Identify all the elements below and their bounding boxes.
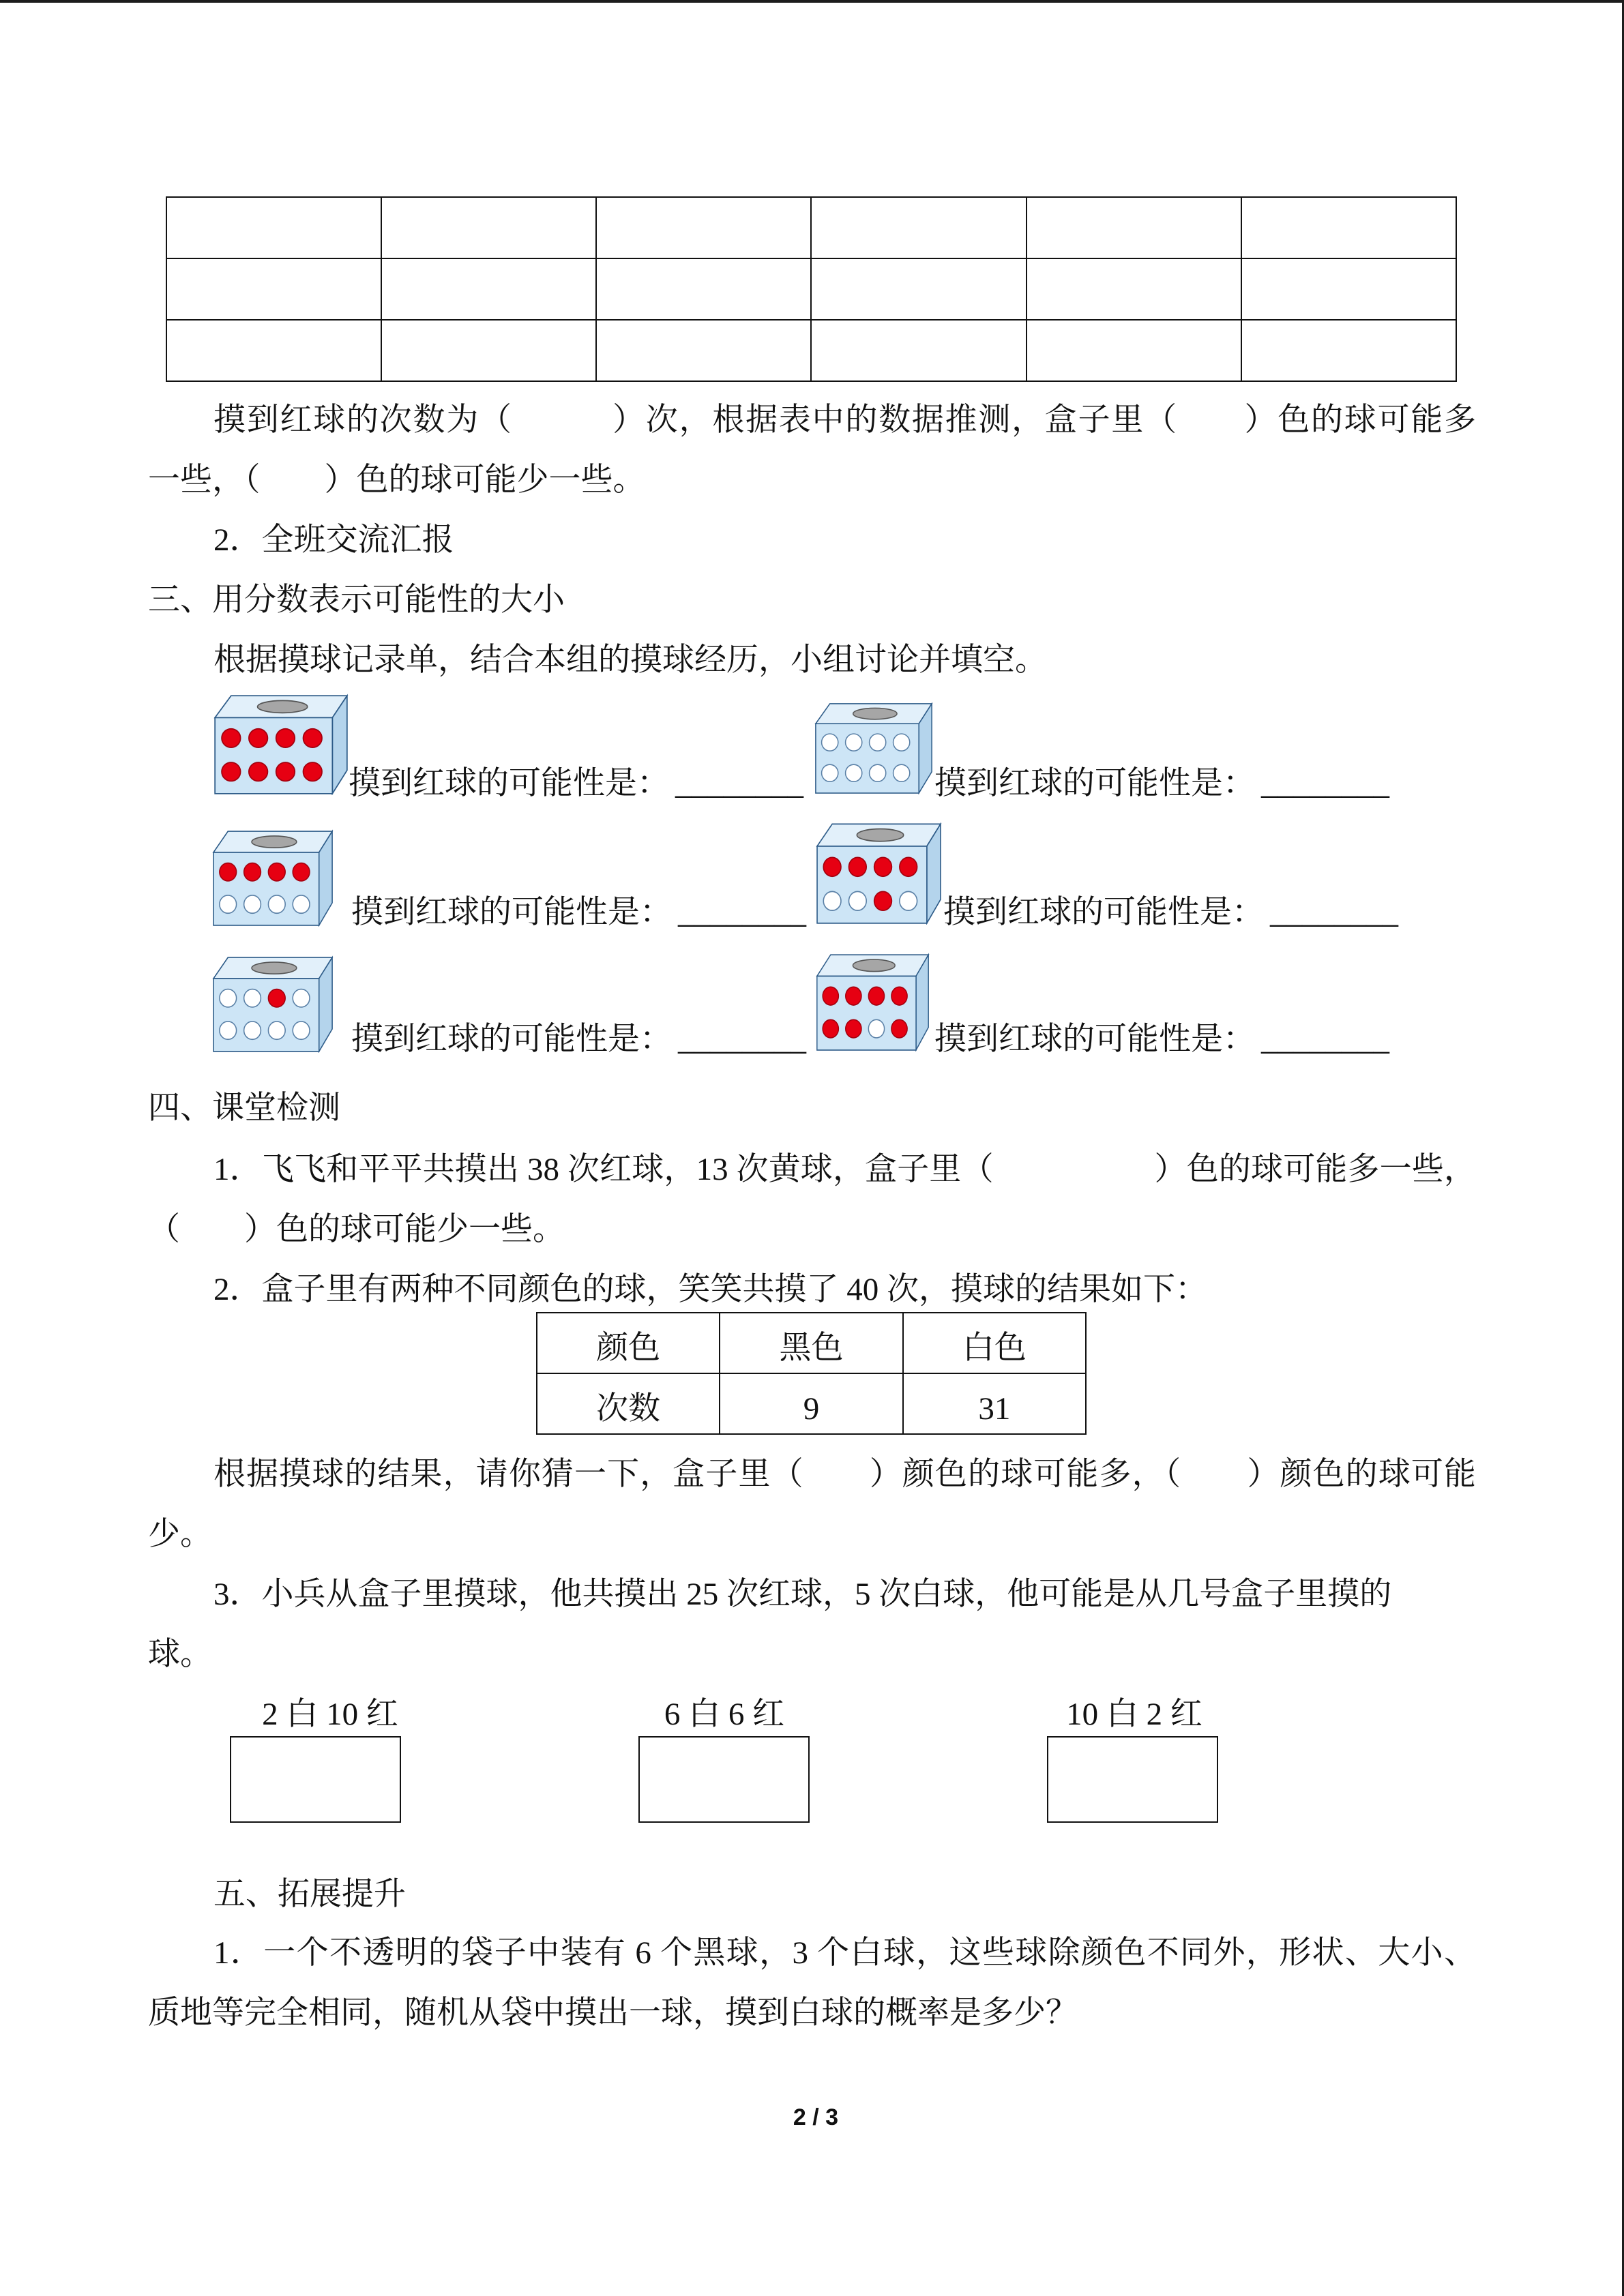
question-3-line-2: 球。 [148,1637,212,1672]
record-table-cell [166,258,381,320]
white-ball-icon [220,1022,237,1039]
white-ball-icon [293,1022,310,1039]
white-ball-icon [870,734,886,751]
question-2-followup-line-1: 根据摸球的结果，请你猜一下，盒子里（ ）颜色的球可能多，（ ）颜色的球可能 [213,1457,1476,1492]
extension-question-line-1: 1．一个不透明的袋子中装有 6 个黑球，3 个白球，这些球除颜色不同外，形状、大小、 [213,1935,1476,1971]
white-ball-icon [244,1022,261,1039]
ball-box-drawing [814,701,933,794]
record-table-cell [166,320,381,381]
record-table-cell [811,258,1026,320]
red-ball-icon [848,857,866,876]
red-ball-icon [846,1019,861,1038]
table-cell: 次数 [537,1373,720,1434]
section-4-heading: 四、课堂检测 [148,1090,340,1126]
white-ball-icon [220,895,237,913]
white-ball-icon [293,989,310,1007]
red-ball-icon [874,891,892,910]
ball-box-image [814,701,933,794]
question-1-line-1: 1．飞飞和平平共摸出 38 次红球，13 次黄球，盒子里（ ）色的球可能多一些， [213,1152,1476,1187]
white-ball-icon [846,764,862,781]
step-2-text: 2．全班交流汇报 [213,522,454,558]
probability-prompt: 摸到红球的可能性是： [349,766,669,801]
red-ball-icon [293,863,310,881]
box-opening [853,708,897,719]
record-table-row [166,197,1456,258]
table-row [537,1373,1086,1434]
box-option-label: 10 白 2 红 [1066,1697,1202,1732]
probability-item [934,763,1389,804]
white-ball-icon [293,895,310,913]
question-1-line-2: （ ）色的球可能少一些。 [148,1212,565,1247]
record-table-cell [1241,197,1456,258]
table-header-cell: 黑色 [720,1313,902,1373]
white-ball-icon [822,764,838,781]
red-ball-icon [220,863,237,881]
box-opening [258,700,308,713]
white-ball-icon [268,1022,285,1039]
probability-prompt: 摸到红球的可能性是： [351,895,672,930]
red-ball-icon [823,1019,838,1038]
box-opening [252,962,297,974]
draw-result-table [536,1312,1087,1435]
red-ball-icon [891,1019,907,1038]
red-ball-icon [891,987,907,1005]
ball-box-drawing [212,829,334,927]
red-ball-icon [868,987,884,1005]
white-ball-icon [900,891,917,910]
white-ball-icon [244,989,261,1007]
ball-box-image [213,693,349,795]
extension-question-line-2: 质地等完全相同，随机从袋中摸出一球，摸到白球的概率是多少？ [148,1995,1078,2031]
white-ball-icon [846,734,862,751]
answer-box [230,1736,401,1823]
ball-box-drawing [816,821,942,925]
table-header-cell: 颜色 [537,1313,720,1373]
record-table-cell [811,197,1026,258]
white-ball-icon [220,989,237,1007]
answer-blank: ________ [1270,895,1398,930]
red-ball-icon [276,729,295,747]
red-ball-icon [846,987,861,1005]
red-ball-icon [244,863,261,881]
red-ball-icon [268,863,285,881]
record-table-cell [596,320,811,381]
white-ball-icon [870,764,886,781]
table-cell: 31 [903,1373,1086,1434]
record-table-cell [1027,197,1241,258]
record-table-row [166,258,1456,320]
record-table-cell [166,197,381,258]
box-opening [853,959,895,972]
table-cell: 9 [720,1373,902,1434]
question-2-followup-line-2: 少。 [148,1517,212,1552]
red-ball-icon [276,762,295,781]
white-ball-icon [848,891,866,910]
page-number: 2 / 3 [793,2104,839,2130]
ball-box-drawing [213,693,349,795]
answer-box [1047,1736,1218,1823]
question-2-text: 2．盒子里有两种不同颜色的球，笑笑共摸了 40 次，摸球的结果如下： [213,1272,1207,1307]
box-option-label: 6 白 6 红 [664,1697,785,1732]
probability-prompt: 摸到红球的可能性是： [934,1022,1255,1057]
red-ball-icon [222,762,241,781]
section-3-heading: 三、用分数表示可能性的大小 [148,582,565,618]
probability-item [351,1019,806,1060]
probability-prompt: 摸到红球的可能性是： [934,766,1255,801]
red-ball-icon [823,987,838,1005]
white-ball-icon [894,734,910,751]
red-ball-icon [249,729,268,747]
ball-box-drawing [816,952,930,1052]
record-table-cell [1027,320,1241,381]
ball-box-image [212,829,334,927]
red-ball-icon [222,729,241,747]
red-ball-icon [823,857,841,876]
record-table-cell [596,197,811,258]
record-table-cell [1241,320,1456,381]
box-opening [252,836,297,848]
box-option-label: 2 白 10 红 [262,1697,398,1732]
answer-box [638,1736,810,1823]
probability-item [351,892,806,933]
red-ball-icon [268,989,285,1007]
red-ball-icon [249,762,268,781]
white-ball-icon [244,895,261,913]
record-table-cell [381,258,596,320]
answer-blank: ________ [1261,766,1389,801]
probability-item [349,763,803,804]
probability-prompt: 摸到红球的可能性是： [351,1022,672,1057]
ball-box-image [816,821,942,925]
record-table-cell [811,320,1026,381]
white-ball-icon [868,1019,884,1038]
record-table [166,196,1457,382]
result-line-1: 摸到红球的次数为（ ）次，根据表中的数据推测，盒子里（ ）色的球可能多 [213,402,1476,438]
answer-blank: ________ [675,766,803,801]
record-table-cell [381,320,596,381]
record-table-cell [381,197,596,258]
white-ball-icon [823,891,841,910]
record-table-row [166,320,1456,381]
question-3-line-1: 3．小兵从盒子里摸球，他共摸出 25 次红球，5 次白球，他可能是从几号盒子里摸的 [213,1577,1392,1612]
probability-item [943,892,1398,933]
table-header-cell: 白色 [903,1313,1086,1373]
section-5-heading: 五、拓展提升 [213,1877,406,1912]
probability-item [934,1019,1389,1060]
record-table-cell [1027,258,1241,320]
white-ball-icon [268,895,285,913]
record-table-cell [596,258,811,320]
section-3-instruction: 根据摸球记录单，结合本组的摸球经历，小组讨论并填空。 [213,642,1047,678]
red-ball-icon [303,762,322,781]
white-ball-icon [822,734,838,751]
page-frame-top [0,0,1624,3]
answer-blank: ________ [678,895,806,930]
red-ball-icon [303,729,322,747]
probability-prompt: 摸到红球的可能性是： [943,895,1264,930]
red-ball-icon [874,857,892,876]
ball-box-image [212,955,334,1053]
record-table-cell [1241,258,1456,320]
answer-blank: ________ [678,1022,806,1057]
white-ball-icon [894,764,910,781]
ball-box-drawing [212,955,334,1053]
ball-box-image [816,952,930,1052]
box-opening [857,829,903,841]
table-header-row [537,1313,1086,1373]
red-ball-icon [900,857,917,876]
result-line-2: 一些，（ ）色的球可能少一些。 [148,462,645,498]
answer-blank: ________ [1261,1022,1389,1057]
